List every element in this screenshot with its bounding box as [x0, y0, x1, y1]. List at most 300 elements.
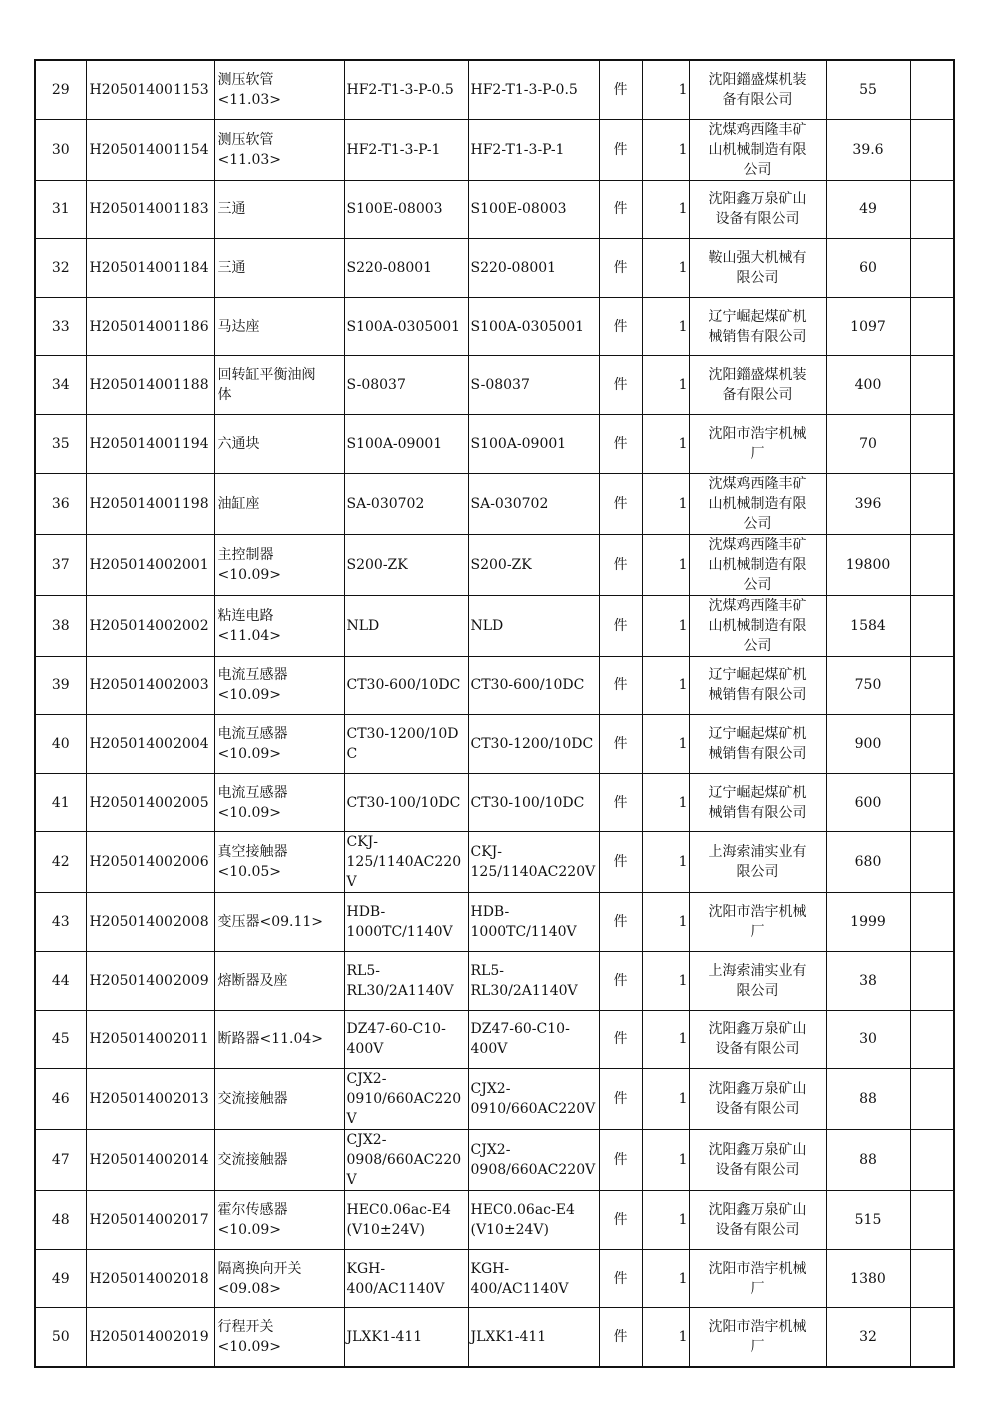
cell-line: 山机械制造有限 [708, 556, 807, 573]
specification-cell [344, 951, 468, 1010]
cell-line: CJX2- [470, 1081, 511, 1098]
cell-line: 械销售有限公司 [708, 328, 807, 345]
cell-line: 沈阳市浩宇机械 [708, 425, 807, 442]
cell-line: <09.08> [217, 1280, 282, 1297]
cell-line: CT30-100/10DC [346, 794, 461, 811]
supplier-cell [689, 832, 826, 893]
price-cell: 515 [826, 1191, 910, 1250]
supplier-cell [689, 893, 826, 952]
note-cell [910, 356, 954, 415]
item-name-cell [214, 414, 344, 473]
cell-line: 沈煤鸡西隆丰矿 [708, 536, 807, 553]
quantity-cell: 1 [642, 119, 689, 180]
table-row [35, 715, 954, 774]
quantity-cell: 1 [642, 1010, 689, 1069]
note-cell [910, 1010, 954, 1069]
unit-cell: 件 [599, 1249, 642, 1308]
table-row [35, 1308, 954, 1367]
model-cell [468, 773, 599, 832]
cell-line: 0910/660AC220V [346, 1091, 462, 1128]
price-cell: 400 [826, 356, 910, 415]
cell-line: 沈阳鑫万泉矿山 [708, 1081, 807, 1098]
specification-cell [344, 832, 468, 893]
material-code-cell: H205014001194 [86, 414, 214, 473]
item-name-cell [214, 119, 344, 180]
supplier-cell [689, 951, 826, 1010]
row-number-cell: 37 [35, 534, 86, 595]
cell-line: 体 [217, 387, 232, 404]
cell-line: 400V [470, 1041, 508, 1058]
row-number-cell: 31 [35, 180, 86, 239]
cell-line: <10.09> [217, 804, 282, 821]
table-row [35, 951, 954, 1010]
specification-cell [344, 119, 468, 180]
quantity-cell: 1 [642, 534, 689, 595]
specification-cell [344, 297, 468, 356]
cell-line: 上海索浦实业有 [708, 844, 807, 861]
model-cell [468, 1069, 599, 1130]
cell-line: 六通块 [217, 435, 260, 452]
note-cell [910, 1308, 954, 1367]
item-name-cell [214, 951, 344, 1010]
price-cell: 88 [826, 1069, 910, 1130]
cell-line: 限公司 [736, 269, 779, 286]
table-row [35, 119, 954, 180]
cell-line: S100A-0305001 [346, 318, 461, 335]
specification-cell [344, 414, 468, 473]
quantity-cell: 1 [642, 1069, 689, 1130]
cell-line: 断路器<11.04> [217, 1031, 324, 1048]
cell-line: 400V [346, 1041, 384, 1058]
model-cell [468, 1308, 599, 1367]
cell-line: 测压软管 [217, 131, 274, 148]
model-cell [468, 239, 599, 298]
cell-line: 电流互感器 [217, 667, 288, 684]
quantity-cell: 1 [642, 1191, 689, 1250]
cell-line: 隔离换向开关 [217, 1260, 302, 1277]
model-cell [468, 473, 599, 534]
cell-line: 熔断器及座 [217, 972, 288, 989]
quantity-cell: 1 [642, 414, 689, 473]
cell-line: HF2-T1-3-P-0.5 [346, 81, 454, 98]
note-cell [910, 1249, 954, 1308]
cell-line: HF2-T1-3-P-0.5 [470, 81, 578, 98]
model-cell [468, 1191, 599, 1250]
cell-line: 鞍山强大机械有 [708, 249, 807, 266]
cell-line: S100A-09001 [470, 435, 567, 452]
item-name-cell [214, 656, 344, 715]
note-cell [910, 297, 954, 356]
cell-line: 设备有限公司 [715, 1162, 800, 1179]
supplier-cell [689, 180, 826, 239]
cell-line: 山机械制造有限 [708, 141, 807, 158]
cell-line: CT30-1200/10DC [346, 725, 459, 762]
unit-cell: 件 [599, 297, 642, 356]
model-cell [468, 1010, 599, 1069]
price-cell: 38 [826, 951, 910, 1010]
cell-line: 粘连电路 [217, 607, 274, 624]
item-name-cell [214, 180, 344, 239]
cell-line: 三通 [217, 201, 246, 218]
cell-line: (V10±24V) [470, 1221, 550, 1238]
item-name-cell [214, 356, 344, 415]
specification-cell [344, 1010, 468, 1069]
row-number-cell: 48 [35, 1191, 86, 1250]
item-name-cell [214, 534, 344, 595]
cell-line: 厂 [750, 1339, 765, 1356]
quantity-cell: 1 [642, 893, 689, 952]
price-cell: 19800 [826, 534, 910, 595]
cell-line: 主控制器 [217, 546, 274, 563]
cell-line: 沈阳市浩宇机械 [708, 1319, 807, 1336]
cell-line: 电流互感器 [217, 725, 288, 742]
table-row [35, 1010, 954, 1069]
supplier-cell [689, 1249, 826, 1308]
cell-line: 沈阳鑫万泉矿山 [708, 1142, 807, 1159]
model-cell [468, 180, 599, 239]
material-code-cell: H205014001153 [86, 60, 214, 119]
cell-line: CJX2- [346, 1071, 387, 1088]
cell-line: 公司 [743, 637, 772, 654]
supplier-cell [689, 1130, 826, 1191]
cell-line: 设备有限公司 [715, 1221, 800, 1238]
cell-line: 变压器<09.11> [217, 914, 324, 931]
row-number-cell: 43 [35, 893, 86, 952]
cell-line: 械销售有限公司 [708, 687, 807, 704]
cell-line: HEC0.06ac-E4 [470, 1201, 575, 1218]
cell-line: 0910/660AC220V [470, 1101, 596, 1118]
unit-cell: 件 [599, 595, 642, 656]
cell-line: DZ47-60-C10- [346, 1021, 446, 1038]
cell-line: DZ47-60-C10- [470, 1021, 570, 1038]
cell-line: 0908/660AC220V [346, 1152, 462, 1189]
item-name-cell [214, 832, 344, 893]
specification-cell [344, 715, 468, 774]
material-code-cell: H205014002011 [86, 1010, 214, 1069]
model-cell [468, 656, 599, 715]
parts-table [34, 59, 955, 1368]
specification-cell [344, 595, 468, 656]
price-cell: 396 [826, 473, 910, 534]
cell-line: RL5- [346, 962, 380, 979]
specification-cell [344, 60, 468, 119]
cell-line: RL30/2A1140V [470, 982, 578, 999]
material-code-cell: H205014002005 [86, 773, 214, 832]
cell-line: S200-ZK [470, 556, 532, 573]
unit-cell: 件 [599, 951, 642, 1010]
cell-line: S100E-08003 [470, 201, 567, 218]
cell-line: HDB- [346, 904, 386, 921]
price-cell: 60 [826, 239, 910, 298]
cell-line: 备有限公司 [722, 387, 793, 404]
cell-line: JLXK1-411 [346, 1329, 423, 1346]
cell-line: <10.05> [217, 864, 282, 881]
cell-line: CKJ- [470, 844, 503, 861]
unit-cell: 件 [599, 473, 642, 534]
cell-line: 沈阳市浩宇机械 [708, 904, 807, 921]
item-name-cell [214, 239, 344, 298]
cell-line: 公司 [743, 576, 772, 593]
table-row [35, 239, 954, 298]
supplier-cell [689, 239, 826, 298]
specification-cell [344, 356, 468, 415]
material-code-cell: H205014002001 [86, 534, 214, 595]
cell-line: 辽宁崛起煤矿机 [708, 725, 807, 742]
cell-line: S100E-08003 [346, 201, 443, 218]
price-cell: 1097 [826, 297, 910, 356]
row-number-cell: 39 [35, 656, 86, 715]
specification-cell [344, 656, 468, 715]
cell-line: 备有限公司 [722, 91, 793, 108]
supplier-cell [689, 773, 826, 832]
specification-cell [344, 1249, 468, 1308]
row-number-cell: 50 [35, 1308, 86, 1367]
material-code-cell: H205014002019 [86, 1308, 214, 1367]
table-row [35, 832, 954, 893]
cell-line: 0908/660AC220V [470, 1162, 596, 1179]
cell-line: 沈煤鸡西隆丰矿 [708, 121, 807, 138]
cell-line: 沈阳鍿盛煤机装 [708, 71, 807, 88]
cell-line: 400/AC1140V [346, 1280, 445, 1297]
cell-line: 行程开关 [217, 1319, 274, 1336]
cell-line: 设备有限公司 [715, 1041, 800, 1058]
note-cell [910, 534, 954, 595]
unit-cell: 件 [599, 180, 642, 239]
price-cell: 30 [826, 1010, 910, 1069]
material-code-cell: H205014002009 [86, 951, 214, 1010]
specification-cell [344, 473, 468, 534]
price-cell: 70 [826, 414, 910, 473]
cell-line: <10.09> [217, 1339, 282, 1356]
price-cell: 55 [826, 60, 910, 119]
quantity-cell: 1 [642, 180, 689, 239]
table-row [35, 414, 954, 473]
row-number-cell: 32 [35, 239, 86, 298]
quantity-cell: 1 [642, 951, 689, 1010]
unit-cell: 件 [599, 356, 642, 415]
cell-line: S220-08001 [346, 259, 433, 276]
cell-line: 125/1140AC220V [470, 864, 596, 881]
supplier-cell [689, 595, 826, 656]
material-code-cell: H205014001183 [86, 180, 214, 239]
note-cell [910, 893, 954, 952]
unit-cell: 件 [599, 239, 642, 298]
model-cell [468, 715, 599, 774]
cell-line: 辽宁崛起煤矿机 [708, 784, 807, 801]
model-cell [468, 297, 599, 356]
specification-cell [344, 1069, 468, 1130]
specification-cell [344, 773, 468, 832]
material-code-cell: H205014002002 [86, 595, 214, 656]
cell-line: 沈阳市浩宇机械 [708, 1260, 807, 1277]
cell-line: CT30-100/10DC [470, 794, 585, 811]
cell-line: S-08037 [346, 377, 406, 394]
cell-line: 辽宁崛起煤矿机 [708, 667, 807, 684]
supplier-cell [689, 715, 826, 774]
cell-line: 辽宁崛起煤矿机 [708, 308, 807, 325]
item-name-cell [214, 715, 344, 774]
cell-line: HF2-T1-3-P-1 [470, 141, 565, 158]
supplier-cell [689, 297, 826, 356]
cell-line: 沈煤鸡西隆丰矿 [708, 597, 807, 614]
unit-cell: 件 [599, 60, 642, 119]
quantity-cell: 1 [642, 473, 689, 534]
supplier-cell [689, 1010, 826, 1069]
model-cell [468, 414, 599, 473]
quantity-cell: 1 [642, 356, 689, 415]
table-row [35, 1191, 954, 1250]
unit-cell: 件 [599, 1130, 642, 1191]
cell-line: 厂 [750, 924, 765, 941]
unit-cell: 件 [599, 832, 642, 893]
cell-line: 交流接触器 [217, 1091, 288, 1108]
cell-line: S-08037 [470, 377, 530, 394]
cell-line: JLXK1-411 [470, 1329, 547, 1346]
price-cell: 600 [826, 773, 910, 832]
material-code-cell: H205014002008 [86, 893, 214, 952]
cell-line: 电流互感器 [217, 784, 288, 801]
row-number-cell: 34 [35, 356, 86, 415]
table-row [35, 1130, 954, 1191]
table-row [35, 1069, 954, 1130]
table-row [35, 534, 954, 595]
item-name-cell [214, 773, 344, 832]
supplier-cell [689, 1191, 826, 1250]
model-cell [468, 1130, 599, 1191]
row-number-cell: 29 [35, 60, 86, 119]
cell-line: <10.09> [217, 1221, 282, 1238]
note-cell [910, 414, 954, 473]
specification-cell [344, 534, 468, 595]
material-code-cell: H205014002003 [86, 656, 214, 715]
row-number-cell: 36 [35, 473, 86, 534]
cell-line: 400/AC1140V [470, 1280, 569, 1297]
cell-line: <10.09> [217, 566, 282, 583]
item-name-cell [214, 473, 344, 534]
cell-line: 山机械制造有限 [708, 617, 807, 634]
note-cell [910, 832, 954, 893]
specification-cell [344, 180, 468, 239]
material-code-cell: H205014001154 [86, 119, 214, 180]
price-cell: 88 [826, 1130, 910, 1191]
row-number-cell: 40 [35, 715, 86, 774]
row-number-cell: 33 [35, 297, 86, 356]
cell-line: 沈阳鑫万泉矿山 [708, 1021, 807, 1038]
row-number-cell: 46 [35, 1069, 86, 1130]
cell-line: 1000TC/1140V [470, 924, 577, 941]
quantity-cell: 1 [642, 1249, 689, 1308]
cell-line: 设备有限公司 [715, 1101, 800, 1118]
table-row [35, 893, 954, 952]
cell-line: HEC0.06ac-E4 [346, 1201, 451, 1218]
cell-line: CKJ- [346, 834, 379, 851]
cell-line: SA-030702 [346, 495, 425, 512]
row-number-cell: 30 [35, 119, 86, 180]
table-row [35, 773, 954, 832]
supplier-cell [689, 60, 826, 119]
material-code-cell: H205014002017 [86, 1191, 214, 1250]
note-cell [910, 473, 954, 534]
price-cell: 39.6 [826, 119, 910, 180]
item-name-cell [214, 595, 344, 656]
cell-line: 马达座 [217, 318, 260, 335]
table-row [35, 356, 954, 415]
cell-line: 沈煤鸡西隆丰矿 [708, 475, 807, 492]
row-number-cell: 38 [35, 595, 86, 656]
cell-line: 霍尔传感器 [217, 1201, 288, 1218]
quantity-cell: 1 [642, 656, 689, 715]
table-row [35, 180, 954, 239]
row-number-cell: 49 [35, 1249, 86, 1308]
cell-line: 回转缸平衡油阀 [217, 367, 316, 384]
unit-cell: 件 [599, 414, 642, 473]
cell-line: 山机械制造有限 [708, 495, 807, 512]
item-name-cell [214, 1308, 344, 1367]
row-number-cell: 35 [35, 414, 86, 473]
model-cell [468, 534, 599, 595]
model-cell [468, 60, 599, 119]
cell-line: 械销售有限公司 [708, 804, 807, 821]
note-cell [910, 60, 954, 119]
model-cell [468, 356, 599, 415]
note-cell [910, 595, 954, 656]
unit-cell: 件 [599, 1191, 642, 1250]
unit-cell: 件 [599, 534, 642, 595]
unit-cell: 件 [599, 656, 642, 715]
cell-line: S220-08001 [470, 259, 557, 276]
cell-line: 限公司 [736, 982, 779, 999]
cell-line: 上海索浦实业有 [708, 962, 807, 979]
cell-line: 油缸座 [217, 495, 260, 512]
unit-cell: 件 [599, 893, 642, 952]
cell-line: RL30/2A1140V [346, 982, 454, 999]
cell-line: 限公司 [736, 864, 779, 881]
cell-line: <10.09> [217, 687, 282, 704]
specification-cell [344, 1191, 468, 1250]
price-cell: 900 [826, 715, 910, 774]
price-cell: 1999 [826, 893, 910, 952]
cell-line: S200-ZK [346, 556, 408, 573]
cell-line: 1000TC/1140V [346, 924, 453, 941]
row-number-cell: 41 [35, 773, 86, 832]
cell-line: 设备有限公司 [715, 211, 800, 228]
item-name-cell [214, 1130, 344, 1191]
material-code-cell: H205014001184 [86, 239, 214, 298]
supplier-cell [689, 356, 826, 415]
model-cell [468, 832, 599, 893]
note-cell [910, 239, 954, 298]
row-number-cell: 45 [35, 1010, 86, 1069]
specification-cell [344, 893, 468, 952]
quantity-cell: 1 [642, 595, 689, 656]
item-name-cell [214, 60, 344, 119]
price-cell: 1584 [826, 595, 910, 656]
item-name-cell [214, 1010, 344, 1069]
cell-line: CT30-600/10DC [470, 677, 585, 694]
note-cell [910, 119, 954, 180]
cell-line: (V10±24V) [346, 1221, 426, 1238]
model-cell [468, 119, 599, 180]
cell-line: 沈阳鑫万泉矿山 [708, 1201, 807, 1218]
cell-line: CJX2- [470, 1142, 511, 1159]
note-cell [910, 715, 954, 774]
cell-line: KGH- [346, 1260, 386, 1277]
cell-line: CJX2- [346, 1132, 387, 1149]
note-cell [910, 1069, 954, 1130]
material-code-cell: H205014001186 [86, 297, 214, 356]
cell-line: S100A-09001 [346, 435, 443, 452]
cell-line: S100A-0305001 [470, 318, 585, 335]
